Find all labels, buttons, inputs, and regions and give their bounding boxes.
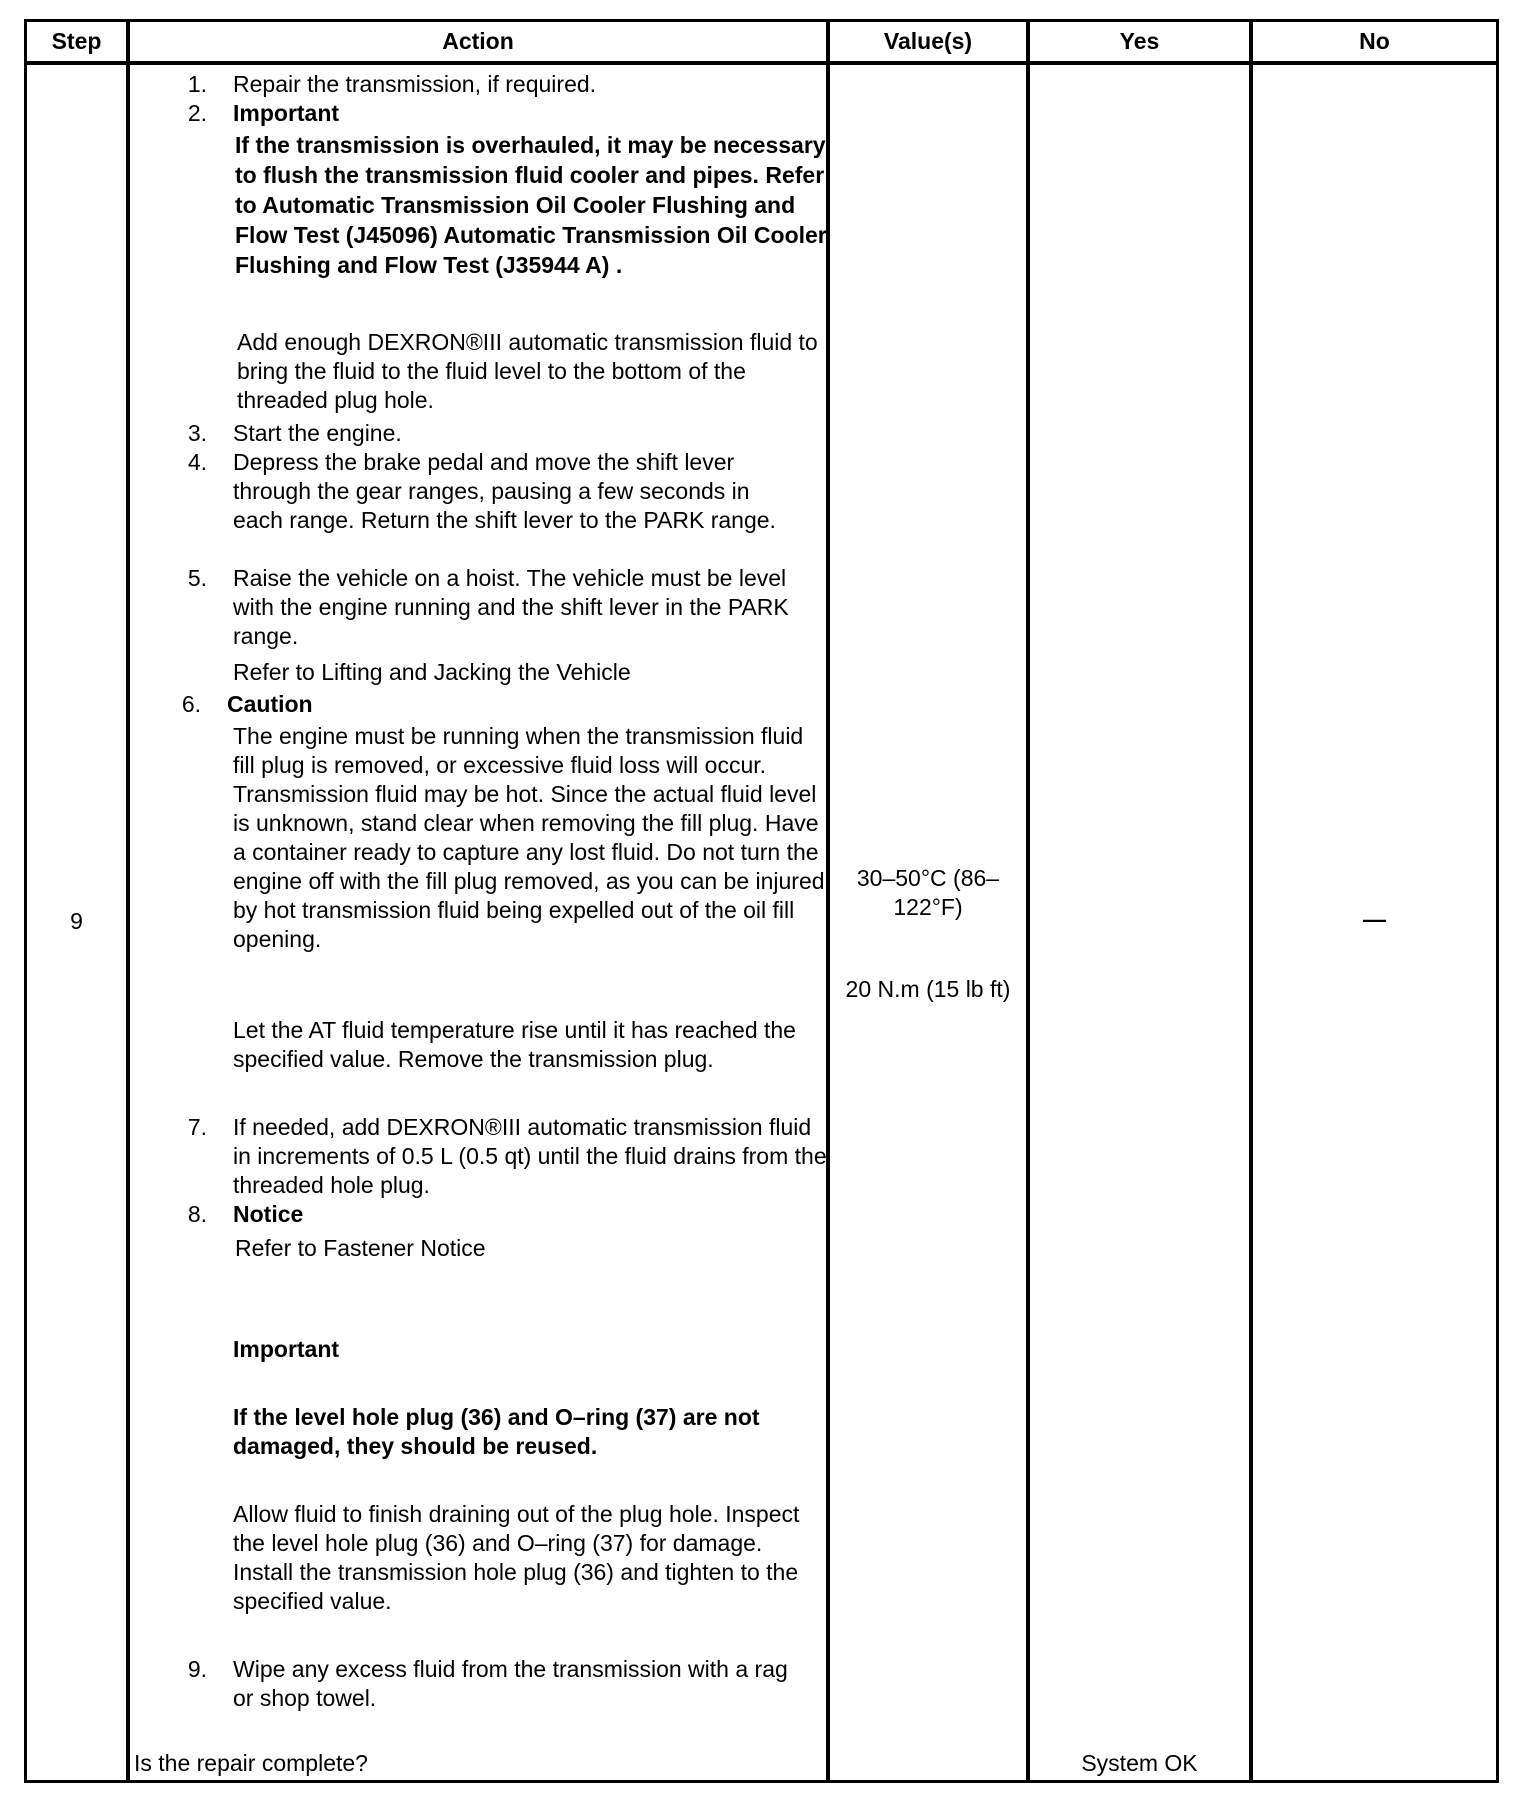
header-yes: Yes <box>1119 28 1160 54</box>
value-temperature: 30–50°C (86–122°F) <box>856 865 1000 920</box>
important-title: Important <box>233 1336 340 1362</box>
list-item-text: Allow fluid to finish draining out of the plug hole. Inspect the level hole plug (36) and O–ring (37) for damage. Install the transmission hole plug (36) and tighten to the specified value. <box>233 1501 800 1614</box>
list-item-text: Add enough DEXRON®III automatic transmission fluid to bring the fluid to the fluid level to the bottom of the threaded plug hole. <box>237 329 818 413</box>
list-item-text: Depress the brake pedal and move the shift lever through the gear ranges, pausing a few seconds in each range. Return the shift lever to the PARK range. <box>233 449 776 533</box>
yes-result: System OK <box>1081 1750 1198 1776</box>
step-number: 9 <box>70 908 83 934</box>
list-item-text: Wipe any excess fluid from the transmission with a rag or shop towel. <box>233 1656 788 1711</box>
caution-text: The engine must be running when the transmission fluid fill plug is removed, or excessive fluid loss will occur. Transmission fluid may be hot. Since the actual fluid level is unknown, stand clear when removing the fill plug. Have a container ready to capture any lost fluid. Do not turn the engine off with the fill plug removed, as you can be injured by hot transmission fluid being expelled out of the oil fill opening. <box>233 723 825 952</box>
notice-title: Notice <box>233 1201 304 1227</box>
column-divider <box>1026 22 1030 1780</box>
important-title: Important <box>233 100 340 126</box>
list-item-text: Start the engine. <box>233 420 402 446</box>
header-divider <box>27 61 1496 65</box>
caution-title: Caution <box>227 691 313 717</box>
header-step: Step <box>51 28 102 54</box>
column-divider <box>126 22 130 1780</box>
header-no: No <box>1359 28 1390 54</box>
value-torque: 20 N.m (15 lb ft) <box>845 976 1011 1002</box>
list-item-text: Repair the transmission, if required. <box>233 71 597 97</box>
notice-reference: Refer to Fastener Notice <box>235 1235 486 1261</box>
list-item-text: Let the AT fluid temperature rise until it has reached the specified value. Remove the transmission plug. <box>233 1017 796 1072</box>
column-divider <box>1249 22 1253 1780</box>
procedure-table: Step Action Value(s) Yes No 9 30–50°C (86–122°F) 20 N.m (15 lb ft) System OK — 1. Repair the transmission, if required. 2. Important If the transmission is overhauled, it may be necessary to flush the transmission fluid cooler and pipes. Refer to Automatic Transmission Oil Cooler Flushing and Flow Test (J45096) Automatic Transmission Oil Cooler Flushing and Flow Test (J35944 A) . Add enough DEXRON®III automatic transmission fluid to bring the fluid to the fluid level to the bottom of the threaded plug hole. 3. Start the engine. 4. Depress the brake pedal and move the shift lever through the gear ranges, pausing a few seconds in each range. Return the shift lever to the PARK range. 5. Raise the vehicle on a hoist. The vehicle must be level with the engine running and the shift lever in the PARK range. Refer to Lifting and Jacking the Vehicle 6. Caution The engine must be running when the transmission fluid fill plug is removed, or excessive fluid loss will occur. Transmission fluid may be hot. Since the actual fluid level is unknown, stand clear when removing the fill plug. Have a container ready to capture any lost fluid. Do not turn the engine off with the fill plug removed, as you can be injured by hot transmission fluid being expelled out of the oil fill opening. Let the AT fluid temperature rise until it has reached the specified value. Remove the transmission plug. 7. If needed, add DEXRON®III automatic transmission fluid in increments of 0.5 L (0.5 qt) until the fluid drains from the threaded hole plug. 8. Notice Refer to Fastener Notice Important If the level hole plug (36) and O–ring (37) are not damaged, they should be reused. Allow fluid to finish draining out of the plug hole. Inspect the level hole plug (36) and O–ring (37) for damage. Install the transmission hole plug (36) and tighten to the specified value. 9. Wipe any excess fluid from the transmission with a rag or shop towel. Is the repair complete? <box>24 19 1499 1783</box>
header-values: Value(s) <box>883 28 973 54</box>
completion-question: Is the repair complete? <box>134 1750 368 1776</box>
list-item-text: If needed, add DEXRON®III automatic transmission fluid in increments of 0.5 L (0.5 qt) until the fluid drains from the threaded hole plug. <box>233 1114 827 1198</box>
header-action: Action <box>442 28 514 54</box>
important-text: If the level hole plug (36) and O–ring (37) are not damaged, they should be reused. <box>233 1404 760 1459</box>
important-text: If the transmission is overhauled, it may be necessary to flush the transmission fluid cooler and pipes. Refer to Automatic Transmission Oil Cooler Flushing and Flow Test (J45096) Automatic Transmission Oil Cooler Flushing and Flow Test (J35944 A) . <box>235 132 827 278</box>
list-item-reference: Refer to Lifting and Jacking the Vehicle <box>233 659 631 685</box>
no-result: — <box>1363 906 1386 932</box>
list-item-text: Raise the vehicle on a hoist. The vehicle must be level with the engine running and the shift lever in the PARK range. <box>233 565 789 649</box>
